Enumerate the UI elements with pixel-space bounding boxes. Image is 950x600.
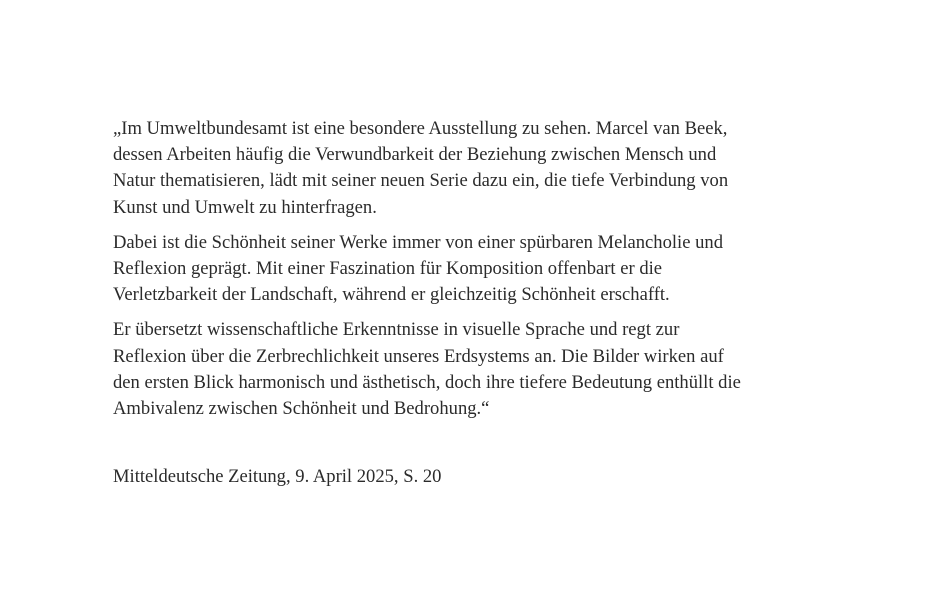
quote-line: Dabei ist die Schönheit seiner Werke immer von einer spürbaren Melancholie und	[113, 231, 724, 253]
quote-line: Verletzbarkeit der Landschaft, während er gleichzeitig Schönheit erschafft.	[113, 284, 670, 306]
quote-line: Ambivalenz zwischen Schönheit und Bedrohung.“	[113, 398, 490, 420]
quote-line: den ersten Blick harmonisch und ästhetisch, doch ihre tiefere Bedeutung enthüllt die	[113, 371, 741, 393]
quote-paragraph-3	[113, 317, 853, 422]
quote-line: Reflexion geprägt. Mit einer Faszination für Komposition offenbart er die	[113, 258, 663, 280]
quote-line: Er übersetzt wissenschaftliche Erkenntnisse in visuelle Sprache und regt zur	[113, 319, 680, 341]
quote-paragraph-2	[113, 230, 853, 309]
press-quote	[113, 116, 853, 431]
quote-line: Natur thematisieren, lädt mit seiner neuen Serie dazu ein, die tiefe Verbindung von	[113, 170, 729, 192]
quote-line: dessen Arbeiten häufig die Verwundbarkeit der Beziehung zwischen Mensch und	[113, 144, 717, 166]
quote-line: „Im Umweltbundesamt ist eine besondere Ausstellung zu sehen. Marcel van Beek,	[113, 118, 728, 139]
quote-paragraph-1	[113, 116, 853, 221]
quote-line: Kunst und Umwelt zu hinterfragen.	[113, 196, 377, 218]
source-citation: Mitteldeutsche Zeitung, 9. April 2025, S. 20	[113, 466, 442, 487]
quote-line: Reflexion über die Zerbrechlichkeit unseres Erdsystems an. Die Bilder wirken auf	[113, 345, 724, 367]
